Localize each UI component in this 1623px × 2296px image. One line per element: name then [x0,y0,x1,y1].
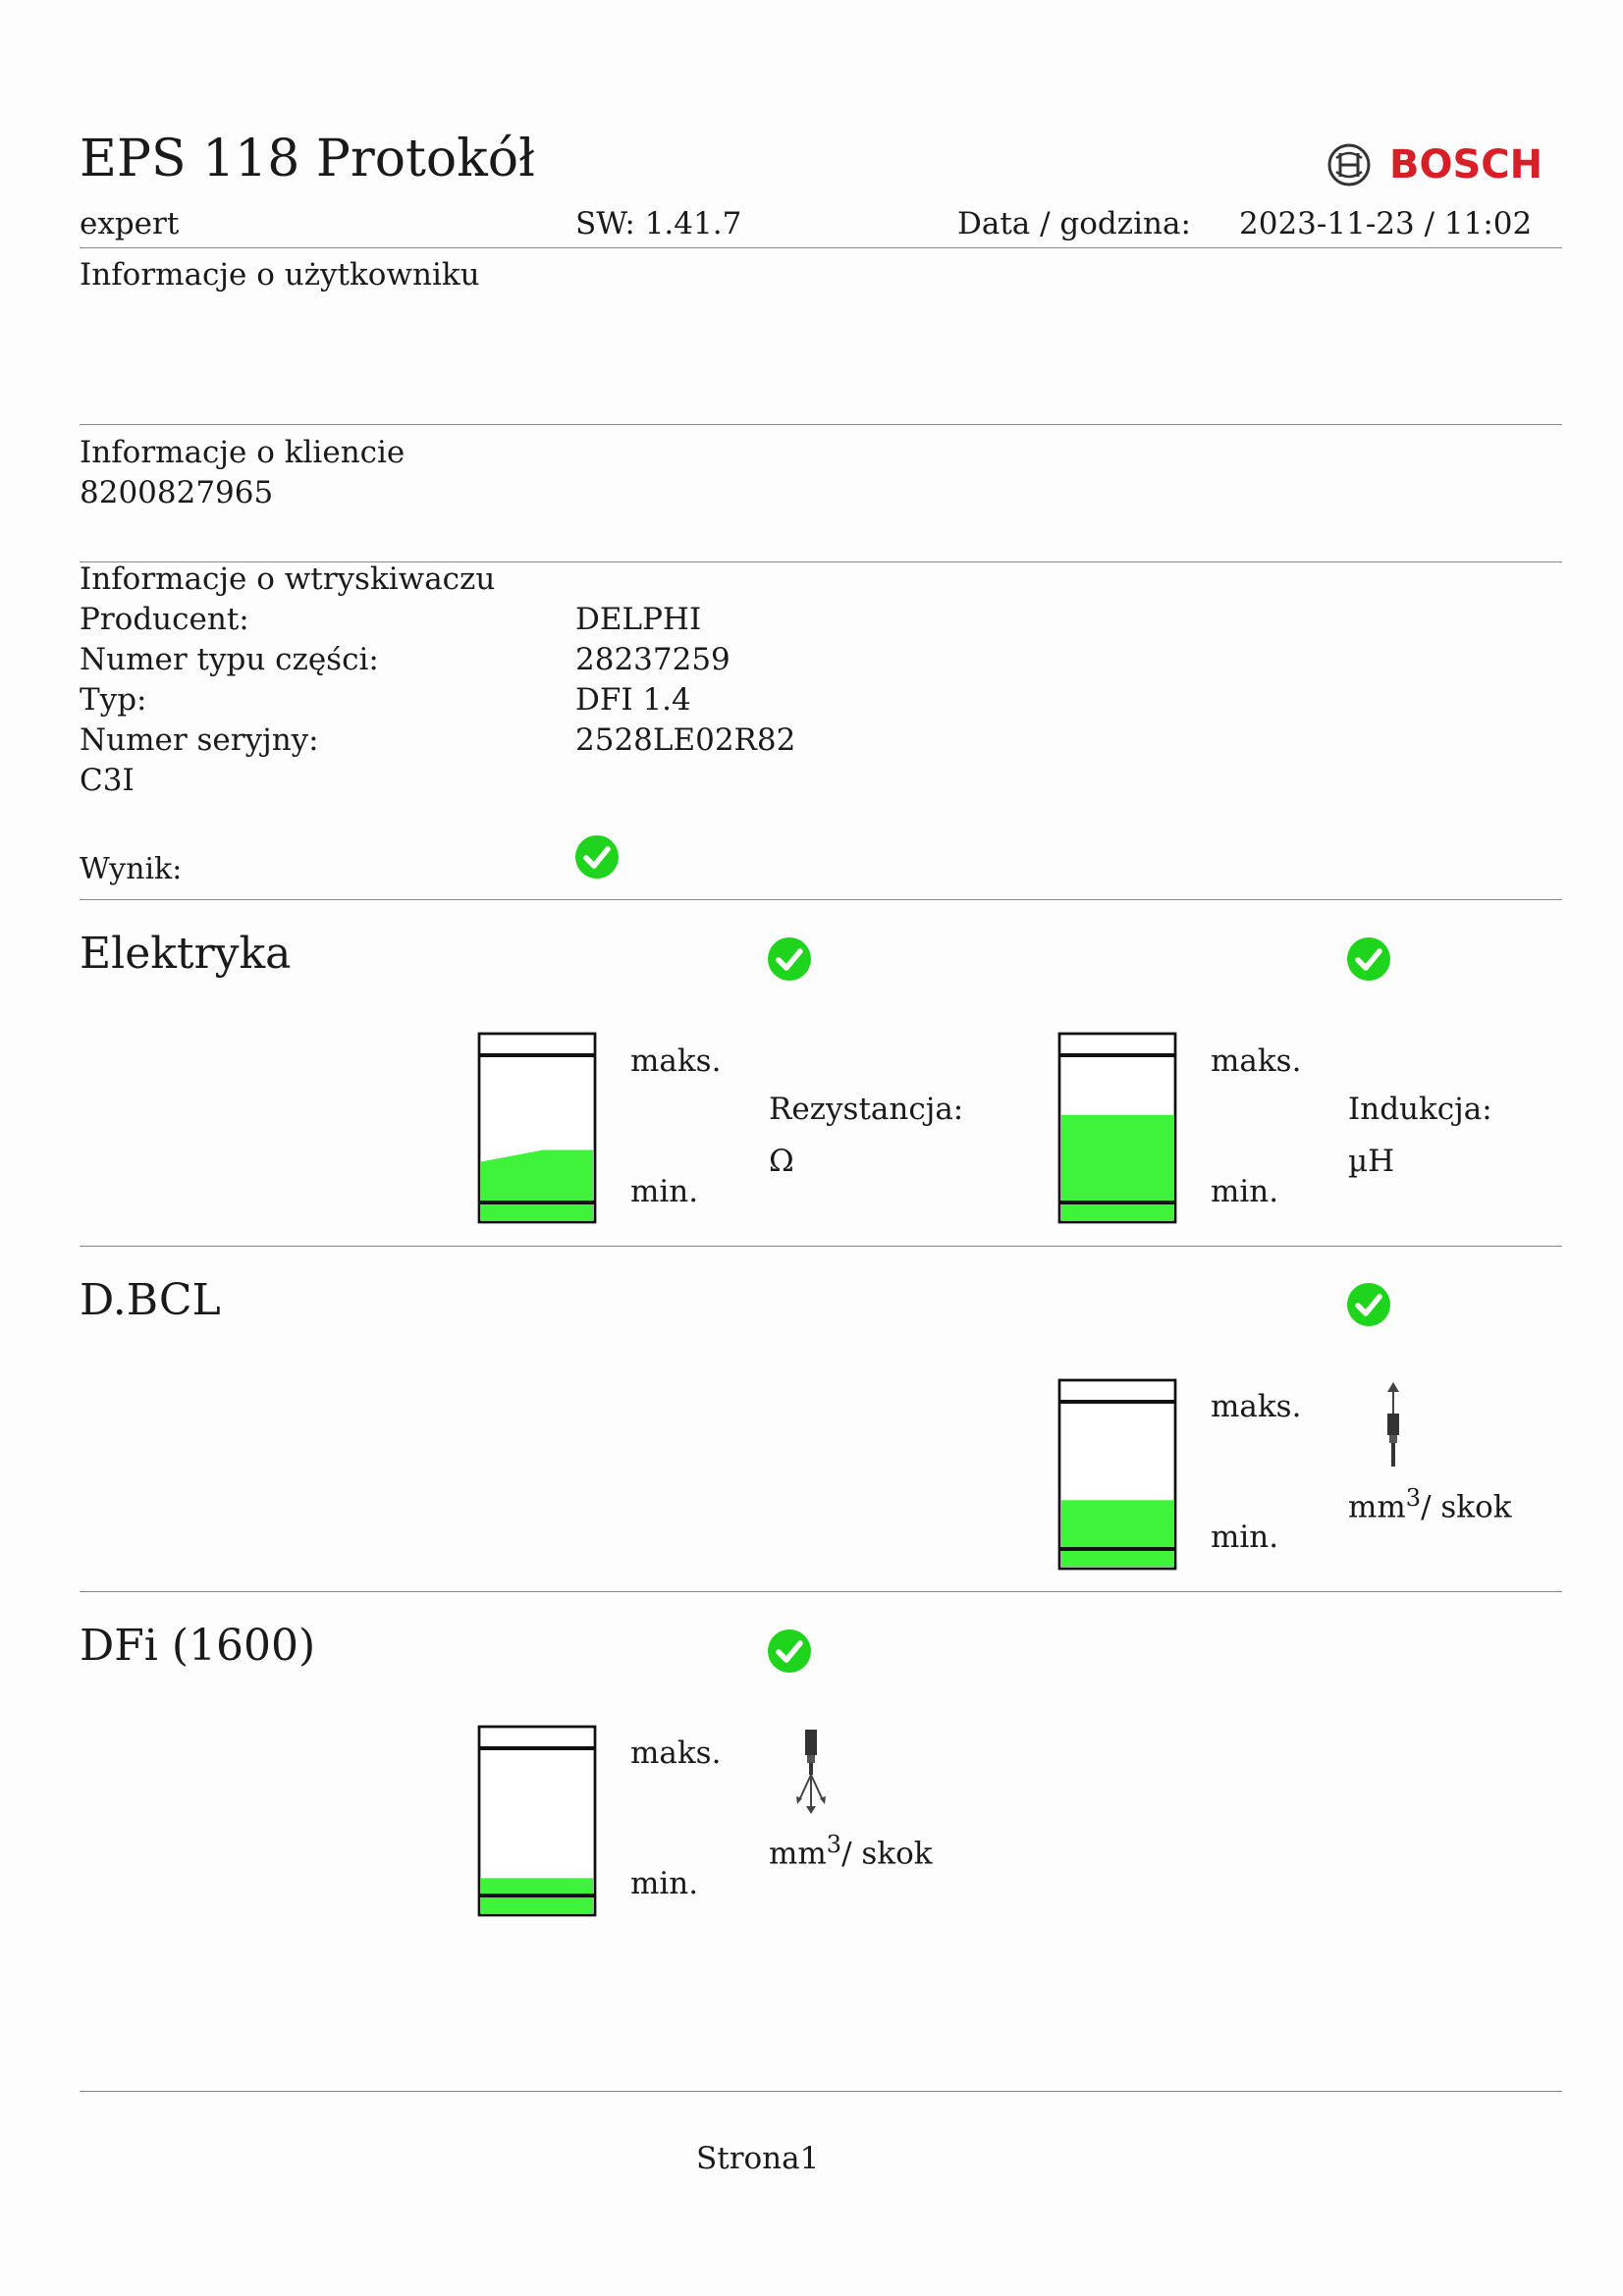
serial-label: Numer seryjny: [80,722,319,758]
injector-backflow-icon [1377,1380,1410,1470]
injector-code: C3I [80,763,135,798]
section-title-elektryka: Elektryka [80,929,292,979]
resistance-check-icon [767,936,812,982]
section-title-dfi: DFi (1600) [80,1621,316,1671]
datetime-label: Data / godzina: [957,206,1191,241]
dfi-max-label: maks. [630,1735,722,1771]
user-info-heading: Informacje o użytkowniku [80,257,480,293]
inductance-gauge [1057,1032,1177,1224]
part-type-label: Numer typu części: [80,642,379,677]
dfi-check-icon [767,1629,812,1674]
resistance-max-label: maks. [630,1043,722,1079]
brand-logo [1326,142,1542,187]
bosch-armature-icon [1326,142,1372,187]
divider [80,899,1562,900]
divider [80,2091,1562,2092]
client-info-heading: Informacje o kliencie [80,435,406,470]
dfi-unit: $mm^3/$ skok [769,1831,933,1872]
manufacturer-value: DELPHI [575,602,702,637]
section-title-dbcl: D.BCL [80,1275,221,1325]
gauge-fill [481,1150,593,1220]
page-title: EPS 118 Protokół [80,130,535,188]
dbcl-gauge [1057,1378,1177,1571]
divider [80,1591,1562,1592]
page-number: Strona1 [696,2141,820,2176]
resistance-quantity: Rezystancja: [769,1092,964,1127]
brand-name: BOSCH [1389,142,1543,187]
gauge-fill [1061,1500,1173,1567]
resistance-gauge [477,1032,597,1224]
inductance-min-label: min. [1211,1174,1279,1209]
serial-value: 2528LE02R82 [575,722,796,758]
client-id: 8200827965 [80,475,274,510]
resistance-unit: Ω [769,1144,794,1179]
manufacturer-label: Producent: [80,602,249,637]
dbcl-min-label: min. [1211,1520,1279,1555]
resistance-min-label: min. [630,1174,699,1209]
dfi-gauge [477,1725,597,1917]
divider [80,1246,1562,1247]
type-value: DFI 1.4 [575,682,691,718]
result-label: Wynik: [80,852,183,886]
inductance-unit: µH [1348,1144,1395,1179]
inductance-check-icon [1346,936,1391,982]
user-level: expert [80,206,180,241]
result-check-icon [574,834,620,880]
injector-spray-icon [791,1728,831,1816]
dbcl-unit: $mm^3/$ skok [1348,1484,1512,1525]
dbcl-check-icon [1346,1282,1391,1327]
divider [80,424,1562,425]
divider [80,247,1562,248]
dbcl-max-label: maks. [1211,1389,1302,1424]
dfi-min-label: min. [630,1866,699,1901]
inductance-max-label: maks. [1211,1043,1302,1079]
type-label: Typ: [80,682,147,718]
software-version: SW: 1.41.7 [575,206,742,241]
part-type-value: 28237259 [575,642,730,677]
injector-info-heading: Informacje o wtryskiwaczu [80,561,496,597]
datetime-value: 2023-11-23 / 11:02 [1239,206,1533,241]
inductance-quantity: Indukcja: [1348,1092,1492,1127]
